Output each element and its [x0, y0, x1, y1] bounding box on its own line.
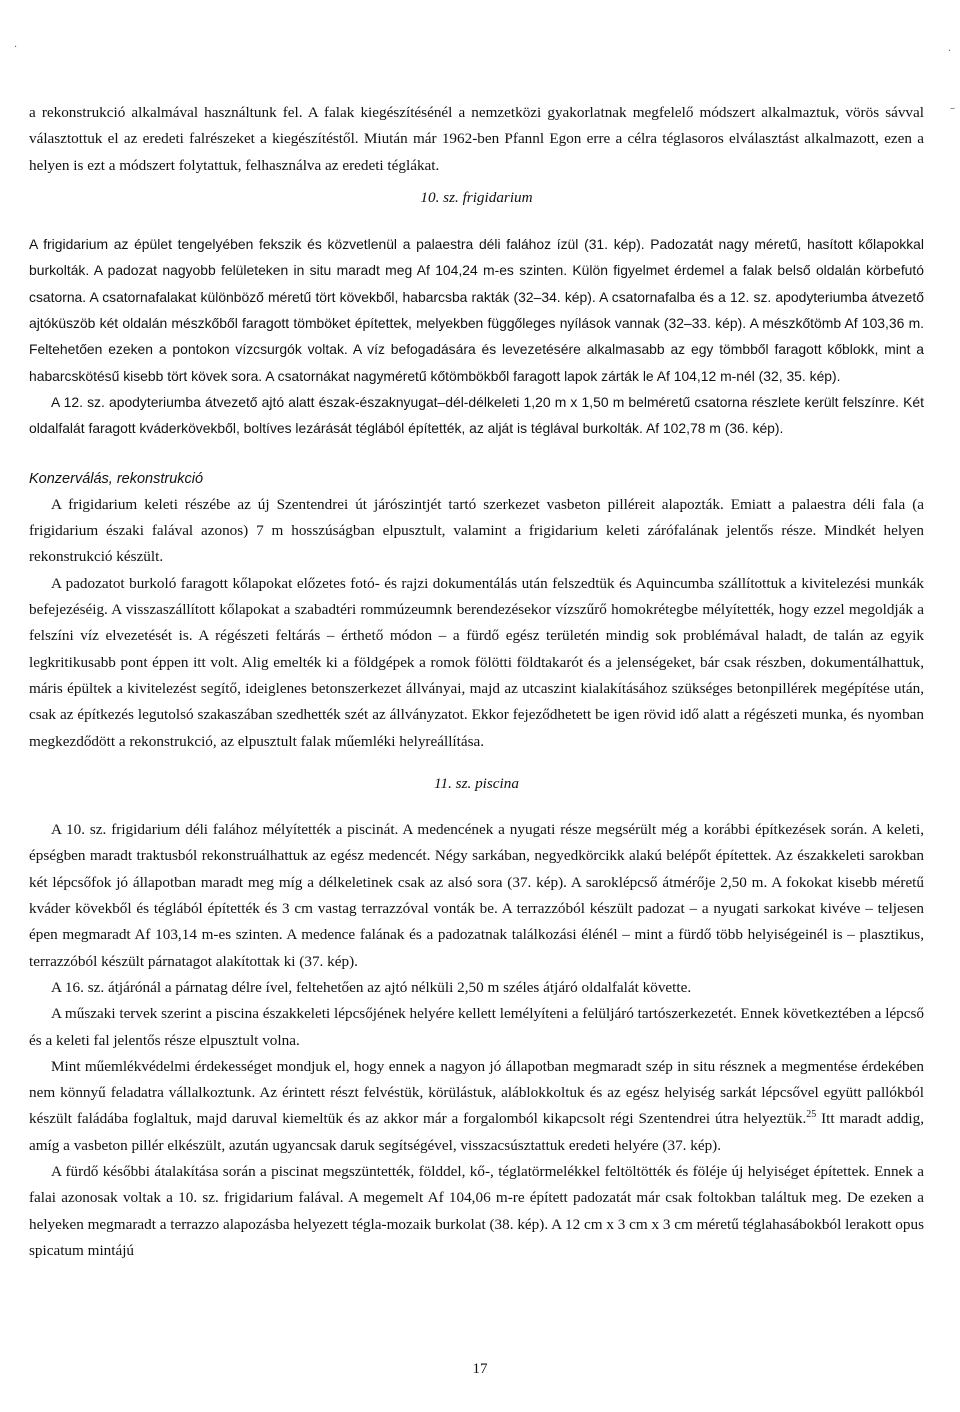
- frigidarium-paragraph-2: A 12. sz. apodyteriumba átvezető ajtó alatt észak-északnyugat–dél-délkeleti 1,20 m x 1,50 m belméretű csatorna részlete került felszínre. Két oldalfalát faragott kváderkövekből, boltíves lezárását téglából építették, az alját is téglával burkolták. Af 102,78 m (36. kép).: [29, 393, 924, 437]
- section-heading-frigidarium: 10. sz. frigidarium: [420, 188, 533, 206]
- document-page: [29, 100, 924, 1264]
- section-heading-piscina: 11. sz. piscina: [434, 774, 519, 792]
- piscina-paragraph-2: A 16. sz. átjárónál a párnatag délre ível, feltehetően az ajtó nélküli 2,50 m széles átjáró oldalfalát követte.: [51, 978, 692, 996]
- conservation-paragraph-2: A padozatot burkoló faragott kőlapokat előzetes fotó- és rajzi dokumentálás után felszedtük és Aquincumba szállítottuk a kivitelezési munkák befejezéséig. A visszaszállított kőlapokat a szabadtéri rommúzeumnk berendezésekor vízszűrő homokrétegbe mélyítették, hogy ezzel megoldják a felszíni víz elvezetését is. A régészeti feltárás – érthető módon – a fürdő egész területén mindig sok problémával haladt, de talán az egyik legkritikusabb pont éppen itt volt. Alig emelték ki a földgépek a romok fölötti földtakarót és a jelenségeket, bár csak részben, dokumentálhattuk, máris épültek a kivitelezést segítő, ideiglenes betonszerkezet állványai, majd az utcaszint kialakításához szükséges betonpillérek megépítése után, csak az építkezés legutolsó szakaszában szedhették szét az állványzatot. Ekkor fejeződhetett be igen rövid idő alatt a régészeti munka, és nyomban megkezdődött a rekonstrukció, az elpusztult falak műemléki helyreállítása.: [29, 574, 924, 750]
- footnote-reference[interactable]: 25: [806, 1109, 817, 1121]
- scan-artifact-mark: –: [950, 103, 955, 114]
- piscina-paragraph-3: A műszaki tervek szerint a piscina északkeleti lépcsőjének helyére kellett lemélyíteni a felüljáró tartószerkezetét. Ennek következtében a lépcső és a keleti fal jelentős része elpusztult volna.: [29, 1005, 924, 1049]
- piscina-paragraph-4: [29, 1054, 924, 1159]
- piscina-paragraph-5: A fürdő későbbi átalakítása során a piscinat megszüntették, földdel, kő-, téglatörmelékkel feltöltötték és föléje új helyiséget építettek. Ennek a falai azonosak voltak a 10. sz. frigidarium falával. A megemelt Af 104,06 m-re épített padozatát már csak foltokban találtuk meg. De ezeken a helyeken megmaradt a terrazzo alapozásba helyezett tégla-mozaik burkolat (38. kép). A 12 cm x 3 cm x 3 cm méretű téglahasábokból lerakott opus spicatum mintájú: [29, 1162, 924, 1259]
- scan-artifact-mark: ·: [14, 42, 18, 53]
- frigidarium-paragraph-1: A frigidarium az épület tengelyében fekszik és közvetlenül a palaestra déli falához ízül (31. kép). Padozatát nagy méretű, hasított kőlapokkal burkolták. A padozat nagyobb felületeken in situ maradt meg Af 104,24 m-es szinten. Külön figyelmet érdemel a falak belső oldalán körbefutó csatorna. A csatornafalakat különböző méretű tört kövekből, habarcsba rakták (32–34. kép). A csatornafalba és a 12. sz. apodyteriumba átvezető ajtóküszöb két oldalán mészkőből faragott tömböket építettek, melyekben függőleges nyílások vannak (32–33. kép). A mészkőtömb Af 103,36 m. Feltehetően ezeken a pontokon vízcsurgók voltak. A víz befogadására és levezetésére alkalmasabb az egy tömbből faragott kőblokk, mint a habarcskötésű kisebb tört kövek sora. A csatornákat nagyméretű kőtömbökből faragott lapok zárták le Af 104,12 m-nél (32, 35. kép).: [29, 236, 924, 384]
- section-heading-conservation: Konzerválás, rekonstrukció: [29, 470, 204, 487]
- piscina-paragraph-4-text: Mint műemlékvédelmi érdekességet mondjuk el, hogy ennek a nagyon jó állapotban megmaradt szép in situ résznek a megmentése érdekében nem könnyű feladatra vállalkoztunk. Az érintett részt felvéstük, körülástuk, aláblokkoltuk és az egész helyiség sarkát lépcsővel együtt pallókból készült faládába foglaltuk, majd daruval kiemeltük és az akkor már a forgalomból kikapcsolt régi Szentendrei útra helyeztük.: [29, 1057, 924, 1128]
- piscina-paragraph-1: A 10. sz. frigidarium déli falához mélyítették a piscinát. A medencének a nyugati része megsérült még a korábbi építkezések során. A keleti, épségben maradt traktusból rekonstruálhattuk az egész medencét. Négy sarkában, negyedkörcikk alakú belépőt építettek. Az északkeleti sarokban két lépcsőfok jó állapotban maradt meg míg a délkeletinek csak az alsó sora (37. kép). A saroklépcső átmérője 2,50 m. A fokokat kisebb méretű kváder kövekből és téglából építették és 3 cm vastag terrazzóval vonták be. A terrazzóból készült padozat – a nyugati sarkokat kivéve – teljesen épen megmaradt Af 103,14 m-es szinten. A medence falának és a padozatnak találkozási élénél – mint a fürdő több helyiségeinél is – plasztikus, terrazzóból készült párnatagot alakítottak ki (37. kép).: [29, 821, 924, 970]
- scan-artifact-mark: ·: [948, 46, 952, 57]
- frigidarium-body: [29, 231, 924, 441]
- piscina-paragraph-4-continuation: Itt maradt addig, amíg a vasbeton pillér elkészült, azután ugyancsak daruk segítségével, visszacsúsztattuk eredeti helyére (37. kép).: [29, 1110, 924, 1154]
- page-number: 17: [472, 1361, 488, 1377]
- intro-paragraph: a rekonstrukció alkalmával használtunk fel. A falak kiegészítésénél a nemzetközi gyakorlatnak megfelelő módszert alkalmaztuk, vörös sávval választottuk el az eredeti falrészeket a kiegészítéstől. Miután már 1962-ben Pfannl Egon erre a célra téglasoros elválasztást alkalmazott, ezen a helyen is ezt a módszert folytattuk, felhasználva az eredeti téglákat.: [29, 104, 924, 174]
- conservation-paragraph-1: A frigidarium keleti részébe az új Szentendrei út járószintjét tartó szerkezet vasbeton pillérеit alapozták. Emiatt a palaestra déli fala (a frigidarium északi falával azonos) 7 m hosszúságban elpusztult, valamint a frigidarium keleti zárófalának jelentős része. Mindkét helyen rekonstrukció készült.: [29, 495, 924, 566]
